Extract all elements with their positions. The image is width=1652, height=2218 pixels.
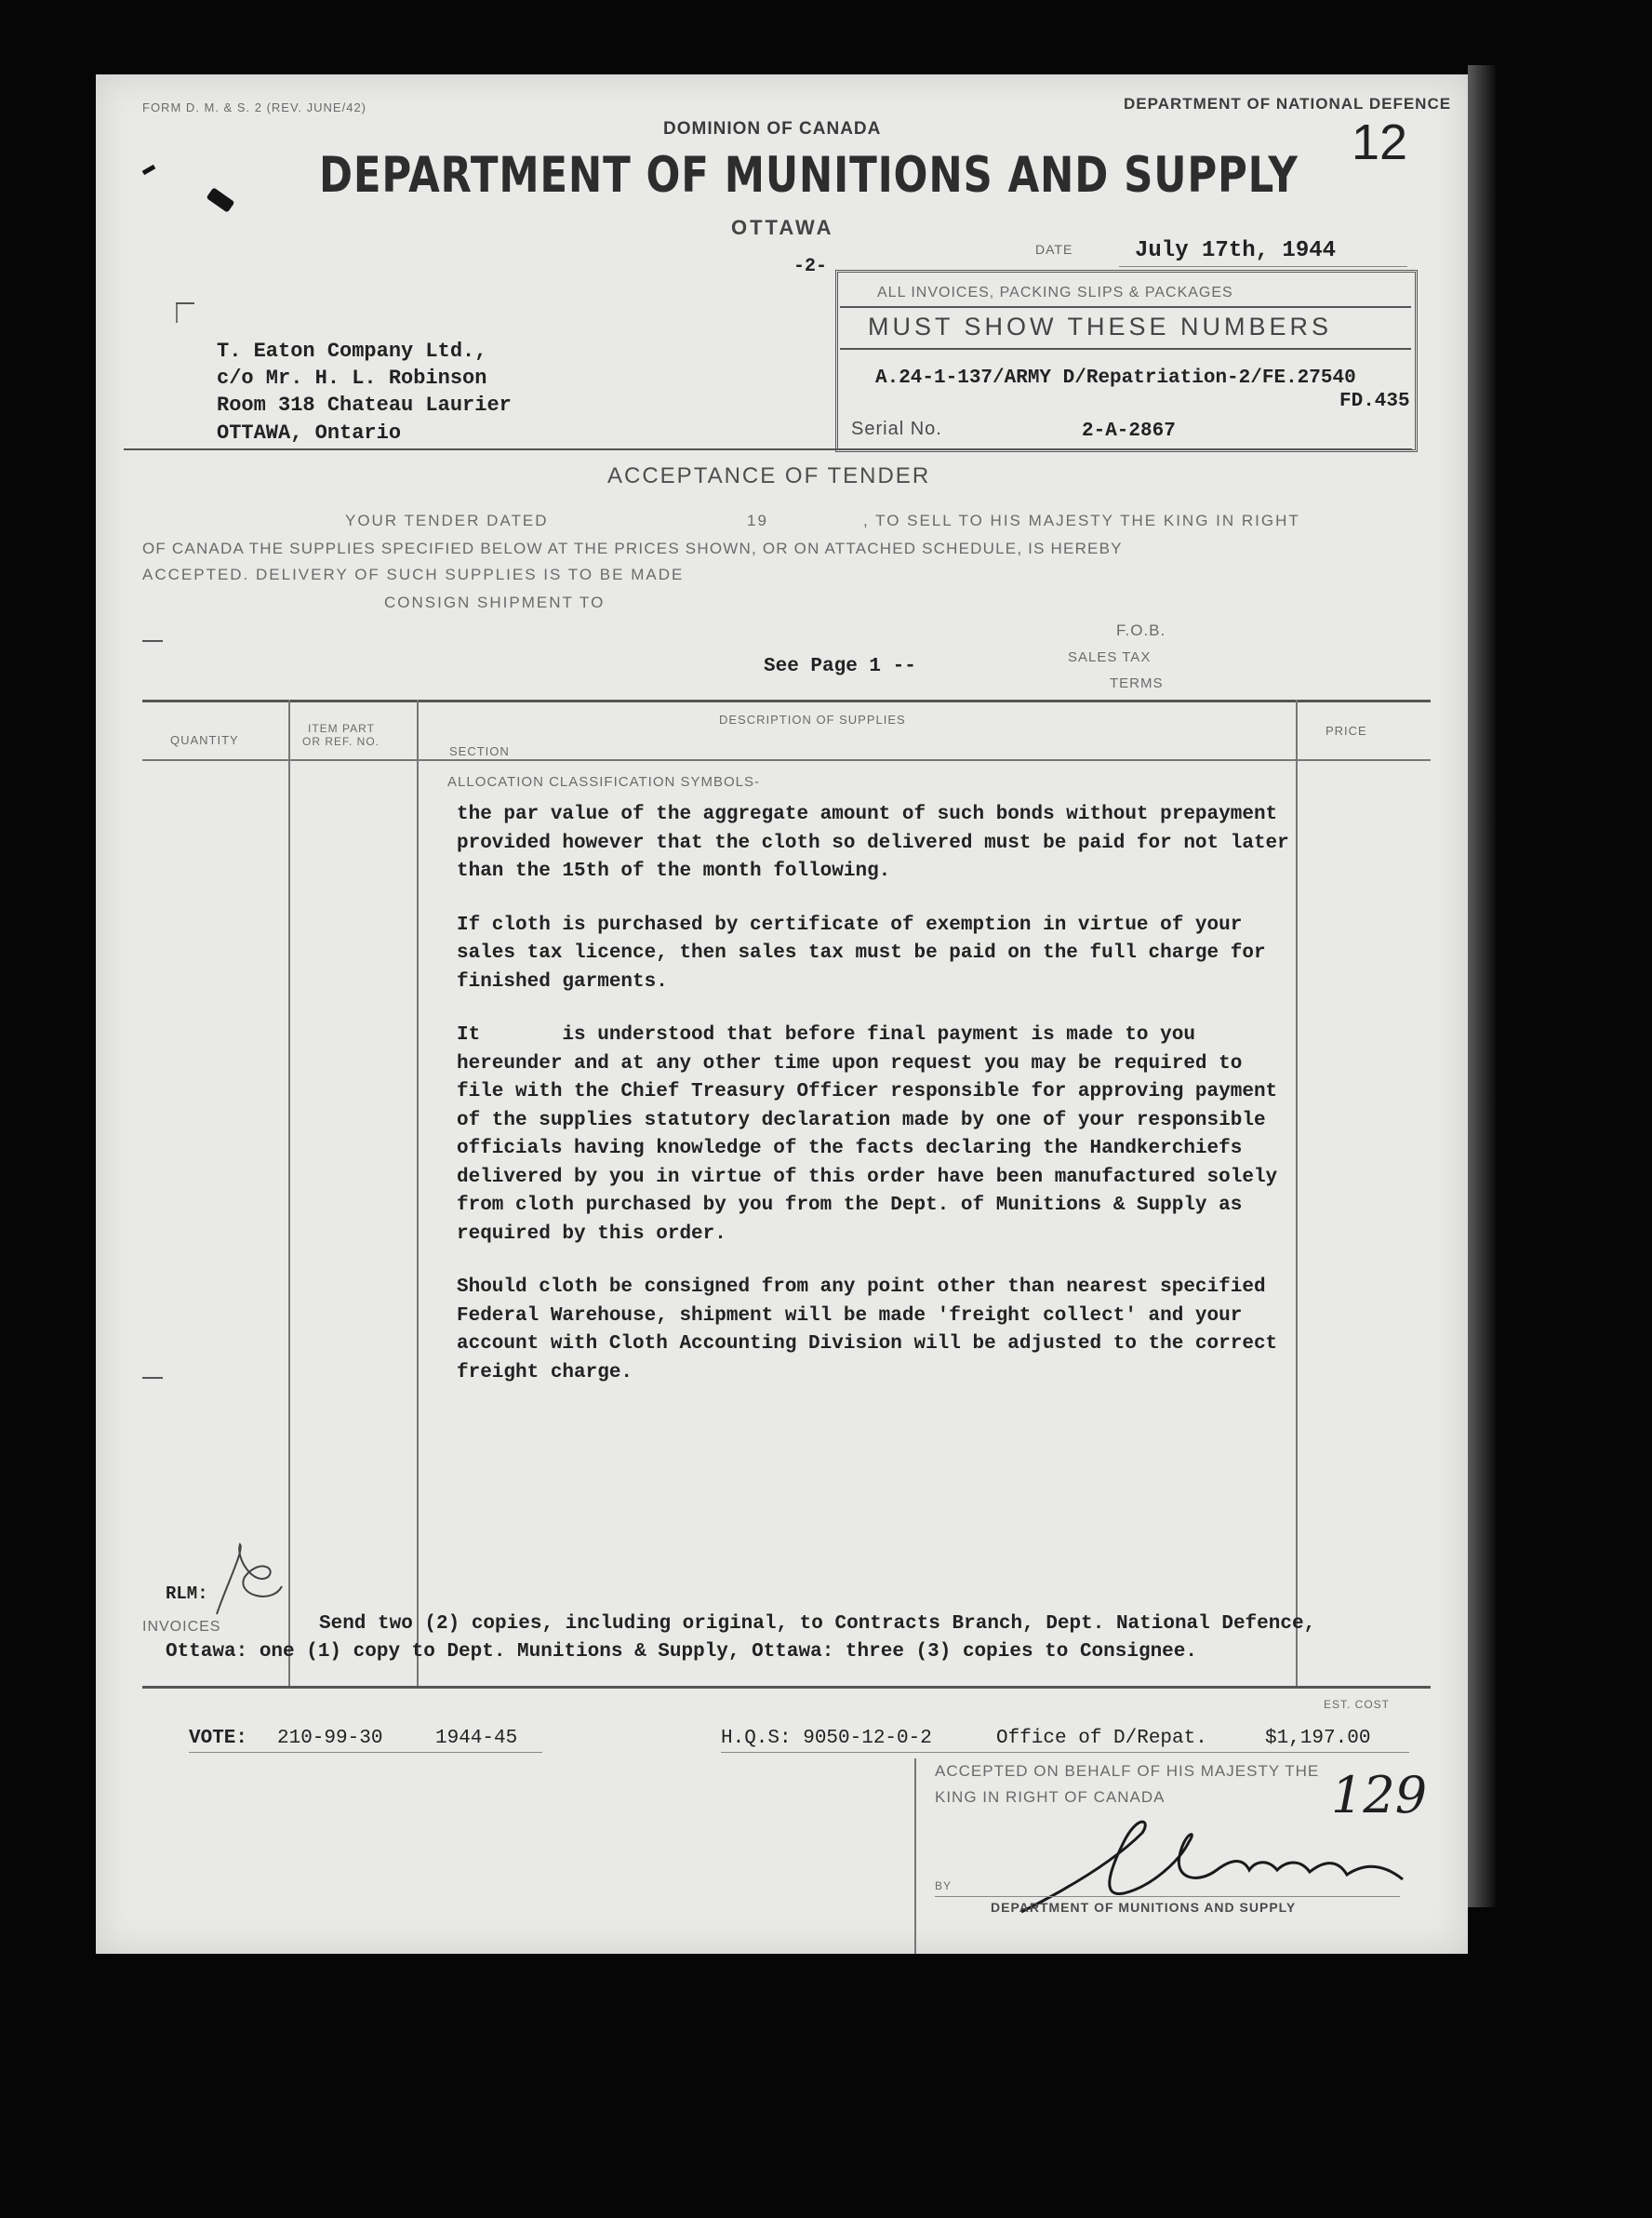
- description-paragraph-1: the par value of the aggregate amount of such bonds without prepayment provided however that the cloth so delivered must be paid for not later than the 15th of the month following.: [457, 804, 1289, 882]
- column-description: DESCRIPTION OF SUPPLIES: [719, 713, 906, 727]
- serial-label: Serial No.: [851, 419, 942, 439]
- ink-mark: [142, 165, 156, 175]
- vote-label: VOTE:: [189, 1728, 248, 1749]
- sales-tax-label: SALES TAX: [1068, 649, 1152, 665]
- fob-label: F.O.B.: [1116, 621, 1166, 639]
- numbers-box-divider: [840, 348, 1411, 350]
- supplies-description: [457, 801, 1294, 1412]
- form-number: FORM D. M. & S. 2 (REV. JUNE/42): [142, 100, 367, 114]
- est-cost-label: EST. COST: [1324, 1698, 1391, 1711]
- dept-national-defence: DEPARTMENT OF NATIONAL DEFENCE: [1124, 95, 1452, 113]
- allocation-symbols: ALLOCATION CLASSIFICATION SYMBOLS-: [447, 774, 761, 790]
- column-item-line-2: OR REF. NO.: [302, 735, 380, 748]
- tender-line-1: , TO SELL TO HIS MAJESTY THE KING IN RIGHT: [863, 512, 1300, 529]
- see-page-note: See Page 1 --: [764, 656, 916, 677]
- office-name: Office of D/Repat.: [996, 1728, 1207, 1749]
- tender-dated-label: YOUR TENDER DATED: [345, 512, 549, 529]
- description-paragraph-3: It is understood that before final payment is made to you hereunder and at any other time upon request you may be required to file with the Chief Treasury Officer responsible for approving payment of the supplies statutory declaration made by one of your responsible officials having knowledge of the facts declaring the Handkerchiefs delivered by you in virtue of this order have been manufactured solely from cloth purchased by you from the Dept. of Munitions & Supply as required by this order.: [457, 1024, 1289, 1245]
- address-line-4: OTTAWA, Ontario: [217, 421, 402, 445]
- address-bottom-rule: [124, 448, 1412, 450]
- column-item-line-1: ITEM PART: [308, 722, 375, 735]
- invoices-bottom-rule: [142, 1686, 1431, 1689]
- vote-underline: [189, 1752, 542, 1753]
- page-mark: -2-: [793, 256, 828, 277]
- hqs-number: H.Q.S: 9050-12-0-2: [721, 1728, 932, 1749]
- dominion-of-canada: DOMINION OF CANADA: [663, 119, 882, 139]
- invoices-line-2: Ottawa: one (1) copy to Dept. Munitions & Supply, Ottawa: three (3) copies to Consignee.: [166, 1641, 1197, 1663]
- signature-line: [935, 1896, 1400, 1897]
- column-quantity: QUANTITY: [170, 733, 239, 747]
- handwritten-number: 129: [1331, 1766, 1428, 1824]
- acceptance-box-divider: [914, 1758, 916, 1954]
- table-header-rule: [142, 759, 1431, 761]
- table-top-rule: [142, 700, 1431, 702]
- column-price: PRICE: [1326, 724, 1367, 738]
- serial-value: 2-A-2867: [1082, 421, 1176, 442]
- accepted-line-1: ACCEPTED ON BEHALF OF HIS MAJESTY THE: [935, 1762, 1320, 1780]
- invoices-line-1: Send two (2) copies, including original, to Contracts Branch, Dept. National Defence,: [319, 1613, 1316, 1635]
- est-cost-value: $1,197.00: [1265, 1728, 1371, 1749]
- address-line-2: c/o Mr. H. L. Robinson: [217, 367, 487, 390]
- must-show-numbers: MUST SHOW THESE NUMBERS: [868, 313, 1333, 341]
- by-label: BY: [935, 1879, 953, 1892]
- accepted-line-2: KING IN RIGHT OF CANADA: [935, 1788, 1166, 1806]
- date-value: July 17th, 1944: [1135, 238, 1337, 263]
- address-bracket: [176, 302, 194, 304]
- description-paragraph-4: Should cloth be consigned from any point other than nearest specified Federal Warehouse, shipment will be made 'freight collect' and your account with Cloth Accounting Division will be adjusted to the correct freight charge.: [457, 1276, 1278, 1383]
- column-divider: [1296, 700, 1298, 1686]
- tender-year: 19: [747, 512, 768, 529]
- terms-label: TERMS: [1110, 675, 1164, 691]
- numbers-box-divider: [840, 306, 1411, 308]
- fd-number: FD.435: [1339, 391, 1410, 412]
- column-section: SECTION: [449, 744, 510, 758]
- address-bracket: [176, 302, 178, 323]
- tender-line-2: OF CANADA THE SUPPLIES SPECIFIED BELOW AT THE PRICES SHOWN, OR ON ATTACHED SCHEDULE, IS HEREBY: [142, 540, 1123, 557]
- acceptance-title: ACCEPTANCE OF TENDER: [607, 463, 931, 488]
- initials-scribble: [189, 1540, 291, 1623]
- numbers-box-notice: ALL INVOICES, PACKING SLIPS & PACKAGES: [877, 285, 1233, 301]
- consign-dash: [142, 640, 163, 642]
- signature-department: DEPARTMENT OF MUNITIONS AND SUPPLY: [991, 1900, 1297, 1915]
- ottawa: OTTAWA: [731, 216, 834, 239]
- address-line-3: Room 318 Chateau Laurier: [217, 394, 512, 417]
- fiscal-year: 1944-45: [435, 1728, 518, 1749]
- hqs-underline: [721, 1752, 1409, 1753]
- page-edge-shadow: [1468, 65, 1496, 1907]
- description-paragraph-2: If cloth is purchased by certificate of exemption in virtue of your sales tax licence, then sales tax must be paid on the full charge for finished garments.: [457, 914, 1266, 993]
- reference-number: A.24-1-137/ARMY D/Repatriation-2/FE.27540: [875, 367, 1356, 389]
- tender-line-3: ACCEPTED. DELIVERY OF SUCH SUPPLIES IS TO BE MADE: [142, 566, 685, 583]
- consign-label: CONSIGN SHIPMENT TO: [384, 594, 606, 611]
- ink-mark: [206, 187, 235, 213]
- column-divider: [288, 700, 290, 1686]
- vote-value: 210-99-30: [277, 1728, 383, 1749]
- department-title: DEPARTMENT OF MUNITIONS AND SUPPLY: [319, 147, 1299, 204]
- address-line-1: T. Eaton Company Ltd.,: [217, 340, 487, 363]
- column-divider: [417, 700, 419, 1686]
- date-label: DATE: [1035, 242, 1073, 257]
- tender-acceptance-document: [96, 74, 1468, 1954]
- invoices-label: INVOICES: [142, 1619, 221, 1635]
- quantity-dash: [142, 1377, 163, 1379]
- date-underline: [1119, 266, 1407, 267]
- initials: RLM:: [166, 1583, 208, 1604]
- page-number: 12: [1352, 114, 1408, 170]
